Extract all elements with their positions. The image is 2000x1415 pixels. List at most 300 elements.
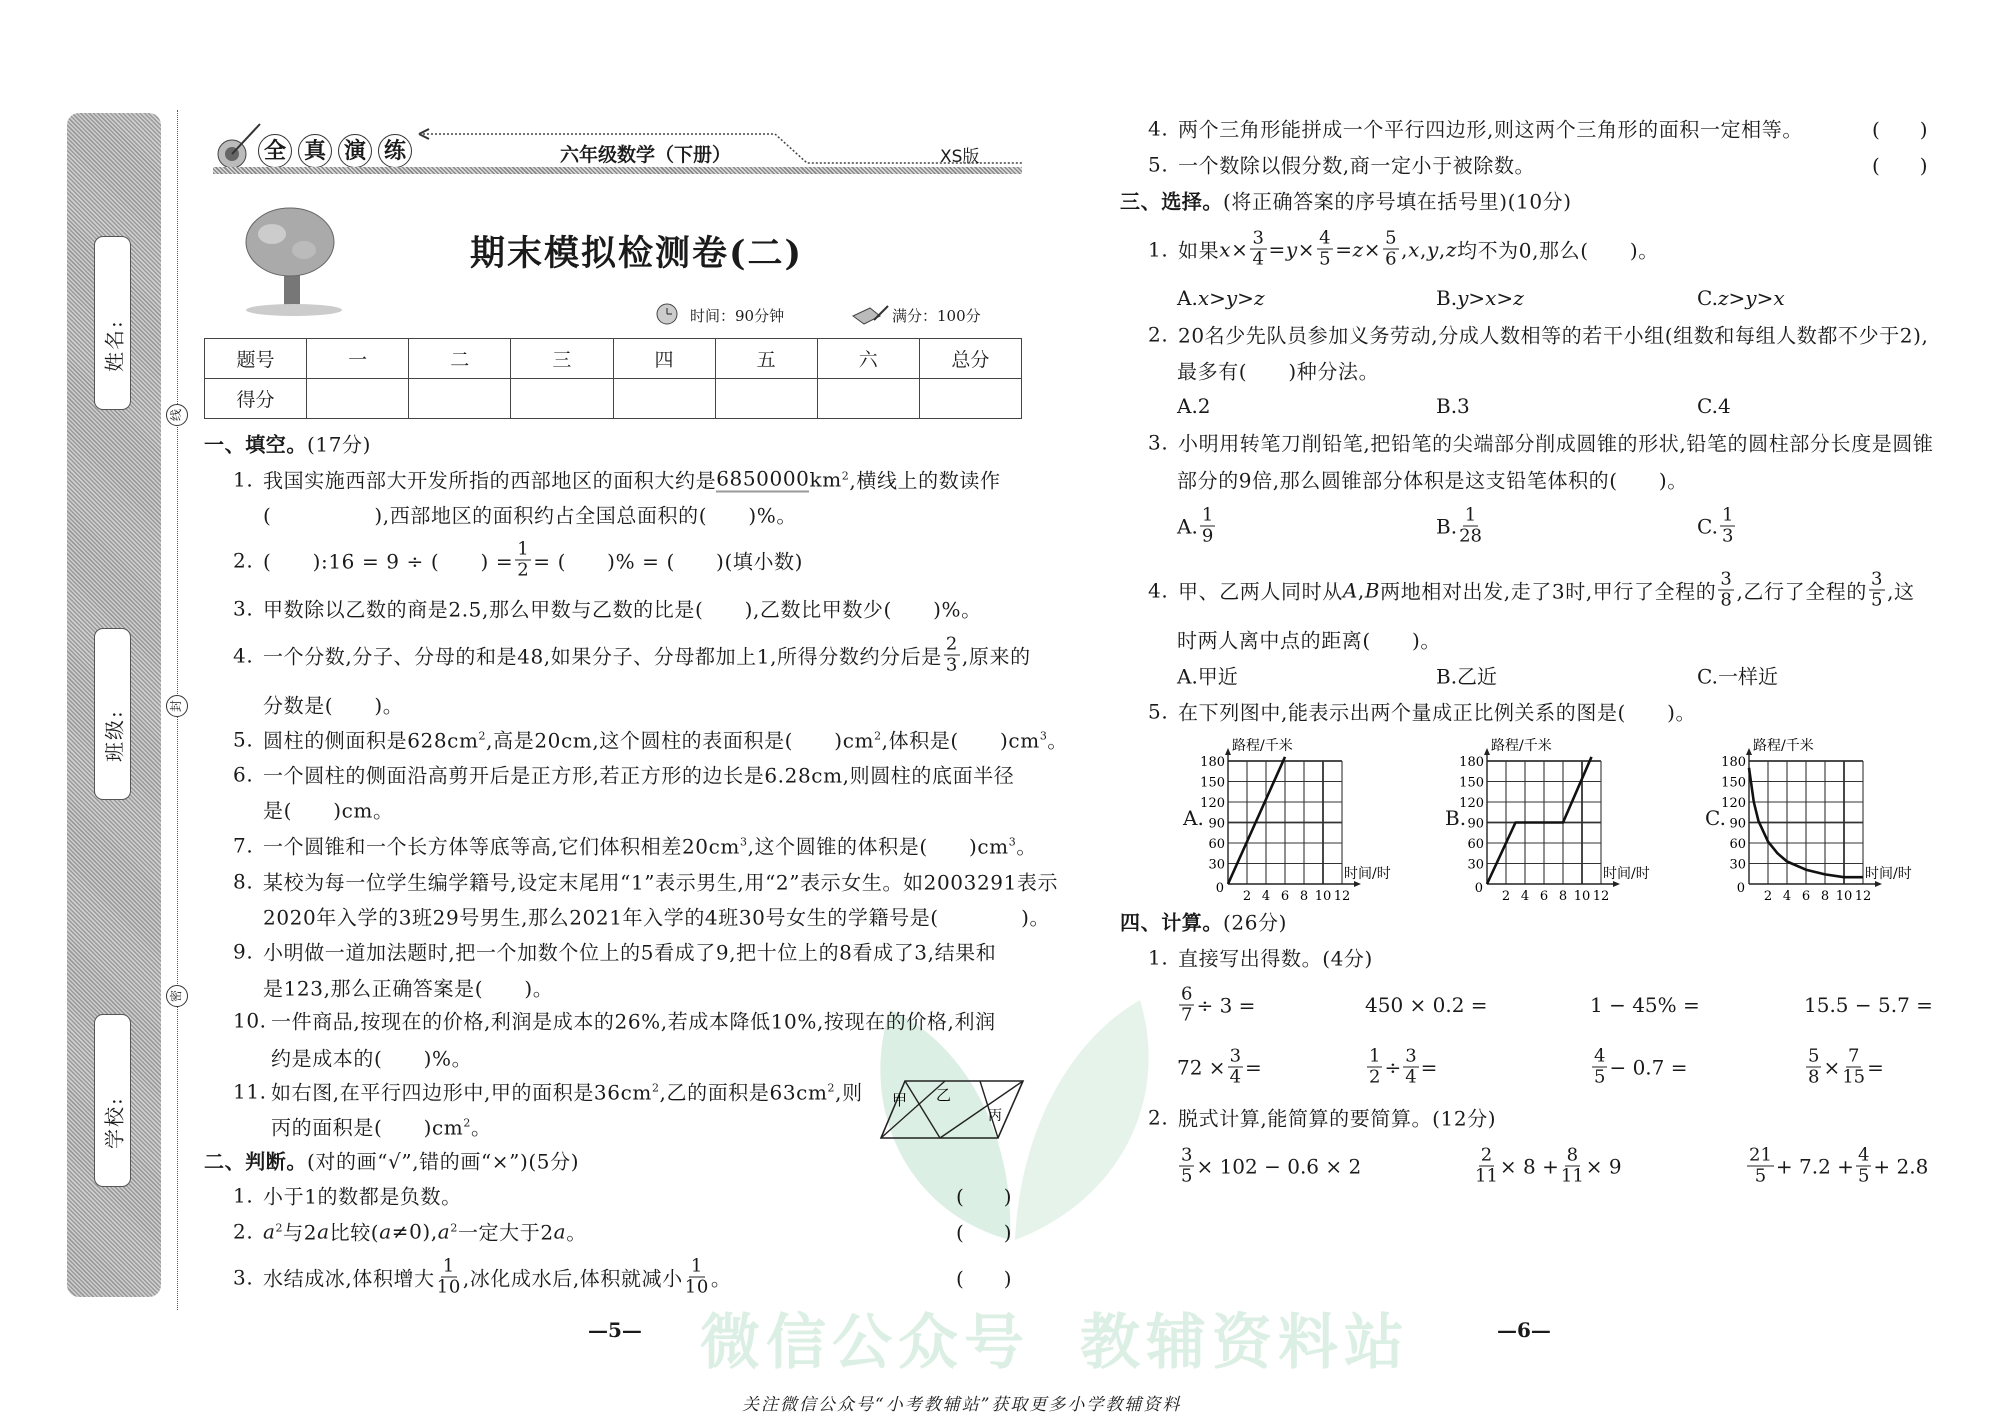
fraction	[1592, 1047, 1607, 1088]
figure-label-bing: 丙	[988, 1108, 1002, 1124]
denominator: 11	[1475, 1165, 1498, 1187]
text: 20名少先队员参加义务劳动,分成人数相等的若干小组(组数和每组人数都不少于2),	[1178, 323, 1929, 348]
variable: B	[1364, 578, 1381, 602]
graph-label: A.	[1183, 806, 1204, 830]
denominator: 8	[1720, 589, 1733, 611]
choice-1-option-c[interactable]	[1697, 286, 1785, 310]
numerator: 3	[1252, 227, 1265, 249]
superscript: 2	[874, 729, 882, 743]
x-tick-label: 6	[1280, 889, 1290, 904]
text: 小明做一道加法题时,把一个加数个位上的5看成了9,把十位上的8看成了3,结果和	[263, 940, 997, 965]
text: ≠0),	[391, 1219, 438, 1243]
graph-label: C.	[1705, 806, 1726, 830]
school-label: 学校:	[102, 1096, 126, 1149]
text: ,高是20cm,这个圆柱的表面积是( )cm	[486, 728, 875, 753]
distance-time-graph	[1447, 738, 1677, 908]
text: B.	[1436, 514, 1458, 538]
choice-question-3-line2	[1177, 465, 1688, 494]
variable: x	[1485, 286, 1497, 310]
fraction	[1228, 1047, 1243, 1088]
denominator: 5	[1594, 1066, 1606, 1088]
school-field[interactable]	[94, 1014, 131, 1187]
text: ( ),西部地区的面积约占全国总面积的( )%。	[263, 503, 797, 528]
fill-question-1: 1. 我国实施西部大开发所指的西部地区的面积大约是 6850000 km $^2$ ,横线上的数读作	[233, 466, 1001, 493]
superscript: 2	[275, 1221, 284, 1235]
numerator: 3	[1229, 1045, 1242, 1067]
choice-4-option-a[interactable]	[1177, 661, 1238, 690]
denominator: 5	[1871, 589, 1884, 611]
denominator: 15	[1842, 1066, 1866, 1088]
variable: a	[263, 1219, 276, 1243]
text: × 9	[1585, 1154, 1622, 1178]
text: 。	[710, 1266, 732, 1291]
fill-question-2: 2. ( ):16 = 9 ÷ ( ) = $\frac{1}{2}$ = ( )% = ( )(填小数)	[233, 538, 804, 581]
x-tick-label: 2	[1501, 889, 1511, 904]
variable: A	[1342, 578, 1358, 602]
table-header-cell: 三	[511, 339, 613, 379]
superscript: 3	[1008, 835, 1017, 849]
x-tick-label: 6	[1801, 889, 1811, 904]
text: 约是成本的( )%。	[271, 1046, 473, 1071]
class-field[interactable]	[94, 628, 131, 800]
text: 。	[470, 1115, 492, 1140]
y-axis-arrow	[1484, 748, 1490, 755]
text: ,横线上的数读作	[849, 468, 1001, 493]
x-tick-label: 2	[1763, 889, 1773, 904]
denominator: 5	[1754, 1165, 1767, 1187]
name-label: 姓名:	[102, 319, 126, 372]
text: 一个圆锥和一个长方体等底等高,它们体积相差20cm	[263, 834, 740, 859]
step-calc-item	[1177, 1146, 1361, 1187]
fraction	[1200, 506, 1215, 547]
numerator: 7	[1847, 1045, 1860, 1067]
fraction	[437, 1257, 461, 1298]
choice-question-2: 2. 20名少先队员参加义务劳动,分成人数相等的若干小组(组数和每组人数都不少于2),	[1148, 320, 1929, 349]
seal-feng: 封	[166, 695, 188, 717]
choice-question-5: 5. 在下列图中,能表示出两个量成正比例关系的图是( )。	[1148, 697, 1696, 726]
badge-char: 全	[258, 134, 292, 168]
text: ÷ 3 =	[1196, 993, 1256, 1017]
badge-char: 真	[298, 134, 332, 168]
graph-series-line	[1228, 757, 1285, 884]
choice-1-option-a[interactable]	[1177, 286, 1264, 310]
judge-answer-5[interactable]: ( )	[1872, 153, 1928, 178]
text: ,冰化成水后,体积就减小	[462, 1266, 683, 1291]
numerator: 8	[1566, 1144, 1579, 1166]
numerator: 6	[1181, 983, 1193, 1005]
class-label: 班级:	[102, 709, 126, 762]
oral-calc-item	[1804, 1047, 1884, 1088]
y-axis-label: 路程/千米	[1491, 738, 1552, 754]
text: 如右图,在平行四边形中,甲的面积是36cm	[271, 1080, 652, 1105]
x-tick-label: 8	[1820, 889, 1830, 904]
text: + 2.8	[1873, 1154, 1929, 1178]
badge-char: 练	[378, 134, 412, 168]
section-fill-title: 一、填空。 (17分)	[204, 432, 372, 457]
denominator: 11	[1560, 1165, 1584, 1187]
text: 15.5 − 5.7 =	[1804, 993, 1933, 1017]
text: 与2	[283, 1220, 318, 1245]
text: 小明用转笔刀削铅笔,把铅笔的尖端部分削成圆锥的形状,铅笔的圆柱部分长度是圆锥	[1178, 431, 1934, 456]
text: C.	[1697, 286, 1718, 310]
section-judge-title: 二、判断。 (对的画“√”,错的画“×”)(5分)	[204, 1149, 580, 1174]
text: 最多有( )种分法。	[1177, 359, 1380, 384]
judge-question-5: 5. 一个数除以假分数,商一定小于被除数。	[1148, 150, 1535, 179]
denominator: 9	[1201, 525, 1214, 547]
denominator: 10	[684, 1276, 709, 1298]
x-tick-label: 6	[1539, 889, 1549, 904]
fill-question-9: 9. 小明做一道加法题时,把一个加数个位上的5看成了9,把十位上的8看成了3,结果和	[233, 937, 996, 966]
numerator: 3	[1181, 1144, 1193, 1166]
text: 一个分数,分子、分母的和是48,如果分子、分母都加上1,所得分数约分后是	[263, 644, 942, 669]
superscript: 2	[450, 1221, 458, 1235]
text: =	[1245, 1055, 1262, 1079]
x-axis-label: 时间/时	[1865, 866, 1912, 882]
text: 分数是( )。	[263, 693, 404, 718]
text: 两个三角形能拼成一个平行四边形,则这两个三角形的面积一定相等。	[1178, 117, 1803, 142]
denominator: 8	[1808, 1066, 1820, 1088]
text: 如果	[1178, 238, 1220, 263]
numerator: 1	[442, 1255, 455, 1277]
text: >	[1237, 286, 1254, 310]
clock-icon	[652, 302, 682, 326]
choice-3-option-b[interactable]	[1436, 506, 1484, 547]
fill-question-8: 8. 某校为每一位学生编学籍号,设定末尾用“1”表示男生,用“2”表示女生。如2003291表示	[233, 867, 1058, 896]
origin-label: 0	[1474, 881, 1483, 896]
text: =	[1335, 237, 1353, 261]
text: >	[1209, 286, 1226, 310]
variable: y	[1426, 237, 1439, 261]
text: ,这	[1887, 579, 1915, 604]
table-header-cell: 五	[715, 339, 817, 379]
oral-calc-item	[1590, 1047, 1688, 1088]
variable: x	[1197, 286, 1210, 310]
text: 均不为0,那么( )。	[1456, 238, 1659, 263]
numerator: 2	[945, 633, 958, 655]
fill-question-9-line2	[263, 973, 553, 1002]
y-tick-label: 180	[1200, 755, 1225, 770]
fill-question-11-line2	[271, 1112, 492, 1141]
text: 。	[1016, 834, 1037, 859]
fraction	[1561, 1146, 1584, 1187]
watermark-text-1: 微信公众号	[700, 1308, 1030, 1378]
numerator: 3	[1405, 1045, 1417, 1067]
numerator: 5	[1808, 1045, 1820, 1067]
footer-note: 关注微信公众号“小考教辅站”获取更多小学教辅资料	[742, 1395, 1182, 1415]
book-pen-icon	[850, 302, 890, 326]
choice-question-1: 1. 如果 x × $\frac{3}{4}$ = y × $\frac{4}{5}$ = z × $\frac{5}{6}$ , x , y , z 均不为0,那么( )。	[1148, 227, 1659, 270]
text: ,则	[835, 1080, 863, 1105]
x-axis-label: 时间/时	[1344, 866, 1391, 882]
text: A.2	[1177, 394, 1211, 418]
fraction	[1856, 1146, 1871, 1187]
exam-time: 时间：90分钟	[690, 307, 785, 325]
text: B.乙近	[1436, 664, 1498, 689]
denominator: 4	[1252, 248, 1265, 270]
oral-calc-item	[1177, 1047, 1262, 1088]
fraction	[515, 540, 531, 581]
text: 1 − 45% =	[1590, 993, 1700, 1017]
fraction	[1842, 1047, 1865, 1088]
x-tick-label: 2	[1242, 889, 1252, 904]
fill-question-5: 5. 圆柱的侧面积是628cm $^2$ ,高是20cm,这个圆柱的表面积是( )cm $^2$ ,体积是( )cm $^3$ 。	[233, 725, 1068, 754]
variable: x	[1773, 286, 1785, 310]
judge-answer-3[interactable]: ( )	[956, 1266, 1012, 1291]
variable: y	[1457, 286, 1469, 310]
figure-label-jia: 甲	[892, 1091, 908, 1109]
fraction	[1179, 985, 1194, 1026]
text: 一件商品,按现在的价格,利润是成本的26%,若成本降低10%,按现在的价格,利润	[271, 1009, 996, 1034]
denominator: 2	[517, 559, 530, 581]
y-tick-label: 150	[1459, 775, 1484, 791]
x-tick-label: 12	[1592, 889, 1610, 904]
fraction	[1806, 1047, 1821, 1088]
numerator: 1	[1464, 504, 1477, 526]
variable: a	[379, 1219, 392, 1243]
x-axis-label: 时间/时	[1603, 866, 1650, 882]
text: × 8 +	[1499, 1154, 1559, 1178]
numerator: 3	[1720, 568, 1733, 590]
variable: a	[437, 1219, 451, 1243]
text: ,	[1438, 237, 1446, 261]
distance-time-graph	[1188, 738, 1418, 908]
text: ÷	[1384, 1055, 1402, 1079]
fraction	[1403, 1047, 1418, 1088]
choice-2-option-a[interactable]	[1177, 394, 1211, 418]
score-cell[interactable]	[715, 379, 817, 419]
judge-question-2: 2. a $^2$ 与2 a 比较( a ≠0), a $^2$ 一定大于2 a 。	[233, 1217, 587, 1246]
fraction	[1747, 1146, 1774, 1187]
table-header-cell: 总分	[919, 339, 1021, 379]
y-tick-label: 60	[1729, 837, 1746, 852]
score-table-score-row	[205, 379, 1022, 419]
exam-title: 期末模拟检测卷(二)	[470, 233, 804, 274]
header-bar	[213, 167, 1022, 174]
judge-answer-1[interactable]: ( )	[956, 1184, 1012, 1209]
choice-4-option-b[interactable]	[1436, 661, 1497, 690]
score-cell[interactable]	[511, 379, 613, 419]
variable: y	[1285, 237, 1298, 261]
score-cell[interactable]	[613, 379, 715, 419]
y-tick-label: 150	[1200, 775, 1225, 791]
seal-xian: 线	[166, 404, 188, 426]
variable: x	[1219, 237, 1232, 261]
edition-label: XS版	[940, 147, 980, 167]
fraction	[1718, 570, 1734, 611]
y-tick-label: 150	[1721, 775, 1746, 791]
text: ×	[1823, 1055, 1841, 1079]
oral-calc-item	[1177, 985, 1255, 1026]
choice-2-option-c[interactable]	[1697, 394, 1731, 418]
step-calc-item	[1745, 1146, 1928, 1187]
score-row-label: 得分	[205, 379, 307, 419]
badge-char: 演	[338, 134, 372, 168]
denominator: 4	[1229, 1066, 1242, 1088]
choice-question-3: 3. 小明用转笔刀削铅笔,把铅笔的尖端部分削成圆锥的形状,铅笔的圆柱部分长度是圆锥	[1148, 428, 1934, 457]
table-header-cell: 二	[409, 339, 511, 379]
choice-3-option-c[interactable]	[1697, 506, 1737, 547]
choice-3-option-a[interactable]	[1177, 506, 1217, 547]
text: 2020年入学的3班29号男生,那么2021年入学的4班30号女生的学籍号是( )。	[263, 905, 1051, 930]
text: A.	[1177, 514, 1198, 538]
parallelogram-figure	[878, 1078, 1028, 1142]
text: B.	[1436, 286, 1458, 310]
text: 圆柱的侧面积是628cm	[263, 728, 479, 753]
fraction	[1720, 506, 1735, 547]
text: ,原来的	[961, 644, 1031, 669]
fill-question-8-line2	[263, 902, 1050, 931]
denominator: 3	[1721, 525, 1734, 547]
text: >	[1468, 286, 1486, 310]
superscript: 3	[1039, 729, 1048, 743]
fraction	[1367, 1047, 1382, 1088]
y-tick-label: 60	[1467, 837, 1484, 852]
variable: z	[1253, 286, 1265, 310]
x-tick-label: 8	[1299, 889, 1309, 904]
y-tick-label: 90	[1208, 816, 1225, 832]
x-tick-label: 4	[1520, 889, 1530, 904]
fill-question-6: 6. 一个圆柱的侧面沿高剪开后是正方形,若正方形的边长是6.28cm,则圆柱的底面半径	[233, 760, 1014, 789]
denominator: 4	[1405, 1066, 1417, 1088]
fraction	[1459, 506, 1482, 547]
page-number-left: —5—	[588, 1318, 642, 1342]
denominator: 5	[1857, 1165, 1870, 1187]
score-table-header-row	[205, 339, 1022, 379]
oral-calc-item	[1365, 993, 1488, 1017]
text: 。	[566, 1220, 587, 1245]
text: ,乙的面积是63cm	[659, 1080, 828, 1105]
fill-question-10: 10. 一件商品,按现在的价格,利润是成本的26%,若成本降低10%,按现在的价格,利润	[233, 1006, 996, 1035]
y-tick-label: 30	[1729, 857, 1746, 873]
variable: y	[1225, 286, 1238, 310]
text: >	[1756, 286, 1774, 310]
text: ,乙行了全程的	[1736, 579, 1868, 604]
fill-question-6-line2	[263, 795, 394, 824]
text: = ( )% = ( )(填小数)	[533, 549, 804, 574]
x-tick-label: 4	[1261, 889, 1271, 904]
choice-question-2-line2	[1177, 356, 1379, 385]
fraction	[1179, 1146, 1194, 1187]
y-tick-label: 30	[1208, 857, 1225, 873]
variable: y	[1745, 286, 1757, 310]
text: B.3	[1436, 394, 1470, 418]
text: 比较(	[329, 1220, 380, 1245]
fill-question-3: 3. 甲数除以乙数的商是2.5,那么甲数与乙数的比是( ),乙数比甲数少( )%。	[233, 594, 982, 623]
numerator: 5	[1385, 227, 1398, 249]
text: 甲、乙两人同时从	[1178, 579, 1343, 604]
text: 部分的9倍,那么圆锥部分体积是这支铅笔体积的( )。	[1177, 468, 1688, 493]
score-cell[interactable]	[817, 379, 919, 419]
text: ,体积是( )cm	[881, 728, 1040, 753]
fill-question-4-line2	[263, 690, 403, 719]
fill-question-11: 11. 如右图,在平行四边形中,甲的面积是36cm $^2$ ,乙的面积是63cm $^2$ ,则	[233, 1077, 863, 1106]
variable: z	[1352, 237, 1364, 261]
judge-answer-4[interactable]: ( )	[1872, 117, 1928, 142]
table-header-cell: 四	[613, 339, 715, 379]
y-tick-label: 120	[1459, 796, 1484, 811]
y-tick-label: 180	[1721, 755, 1746, 770]
graph-label: B.	[1445, 806, 1467, 830]
text: ,	[1401, 237, 1409, 261]
graph-series-line	[1487, 757, 1592, 884]
variable: z	[1513, 286, 1524, 310]
y-axis-label: 路程/千米	[1232, 738, 1293, 754]
oral-calc-item	[1590, 993, 1700, 1017]
text: 是123,那么正确答案是( )。	[263, 976, 554, 1001]
origin-label: 0	[1736, 881, 1745, 896]
text: 在下列图中,能表示出两个量成正比例关系的图是( )。	[1178, 700, 1697, 725]
text: ×	[1231, 237, 1249, 261]
numerator: 21	[1749, 1144, 1772, 1166]
fraction	[944, 635, 960, 676]
table-header-cell: 六	[817, 339, 919, 379]
x-tick-label: 4	[1782, 889, 1792, 904]
superscript: 2	[478, 729, 487, 743]
table-header-cell: 题号	[205, 339, 307, 379]
seal-mi: 密	[166, 985, 188, 1007]
text: =	[1420, 1055, 1438, 1079]
name-field[interactable]	[94, 236, 131, 410]
text: >	[1496, 286, 1514, 310]
superscript: 3	[739, 835, 748, 849]
text: ,	[1357, 578, 1365, 602]
text: >	[1728, 286, 1746, 310]
superscript: 2	[463, 1116, 471, 1130]
choice-4-option-c[interactable]	[1697, 661, 1778, 690]
x-tick-label: 10	[1835, 889, 1853, 904]
numerator: 4	[1857, 1144, 1870, 1166]
oral-calc-item	[1804, 993, 1933, 1017]
y-tick-label: 90	[1467, 816, 1484, 832]
superscript: 2	[841, 469, 850, 483]
numerator: 2	[1480, 1144, 1493, 1166]
x-tick-label: 12	[1333, 889, 1351, 904]
judge-answer-2[interactable]: ( )	[956, 1220, 1012, 1245]
text: ,	[1419, 237, 1427, 261]
score-cell[interactable]	[409, 379, 511, 419]
text: + 7.2 +	[1775, 1154, 1854, 1178]
text: 是( )cm。	[263, 798, 394, 823]
text: =	[1268, 237, 1286, 261]
text: 两地相对出发,走了3时,甲行了全程的	[1380, 579, 1717, 604]
score-cell[interactable]	[919, 379, 1021, 419]
text: 一个圆柱的侧面沿高剪开后是正方形,若正方形的边长是6.28cm,则圆柱的底面半径	[263, 763, 1015, 788]
choice-question-4: 4. 甲、乙两人同时从 A , B 两地相对出发,走了3时,甲行了全程的 $\frac{3}{8}$ ,乙行了全程的 $\frac{3}{5}$ ,这	[1148, 568, 1915, 611]
text: km	[809, 467, 842, 491]
score-cell[interactable]	[307, 379, 409, 419]
text: 某校为每一位学生编学籍号,设定末尾用“1”表示男生,用“2”表示女生。如2003291表示	[263, 870, 1059, 895]
y-tick-label: 120	[1721, 796, 1746, 811]
x-tick-label: 10	[1573, 889, 1591, 904]
y-tick-label: 90	[1729, 816, 1746, 832]
choice-2-option-b[interactable]	[1436, 394, 1470, 418]
text: ,这个圆锥的体积是( )cm	[747, 834, 1009, 859]
fraction	[1250, 229, 1266, 270]
variable: z	[1717, 286, 1729, 310]
denominator: 5	[1319, 248, 1332, 270]
text: − 0.7 =	[1609, 1055, 1688, 1079]
fraction	[685, 1257, 709, 1298]
numerator: 1	[1201, 504, 1214, 526]
text: C.一样近	[1697, 664, 1778, 689]
denominator: 10	[436, 1276, 461, 1298]
figure-label-yi: 乙	[936, 1086, 952, 1104]
choice-1-option-b[interactable]	[1436, 286, 1524, 310]
binding-strip	[67, 113, 161, 1297]
variable: a	[317, 1219, 330, 1243]
y-tick-label: 120	[1200, 796, 1225, 811]
distance-time-graph	[1709, 738, 1939, 908]
